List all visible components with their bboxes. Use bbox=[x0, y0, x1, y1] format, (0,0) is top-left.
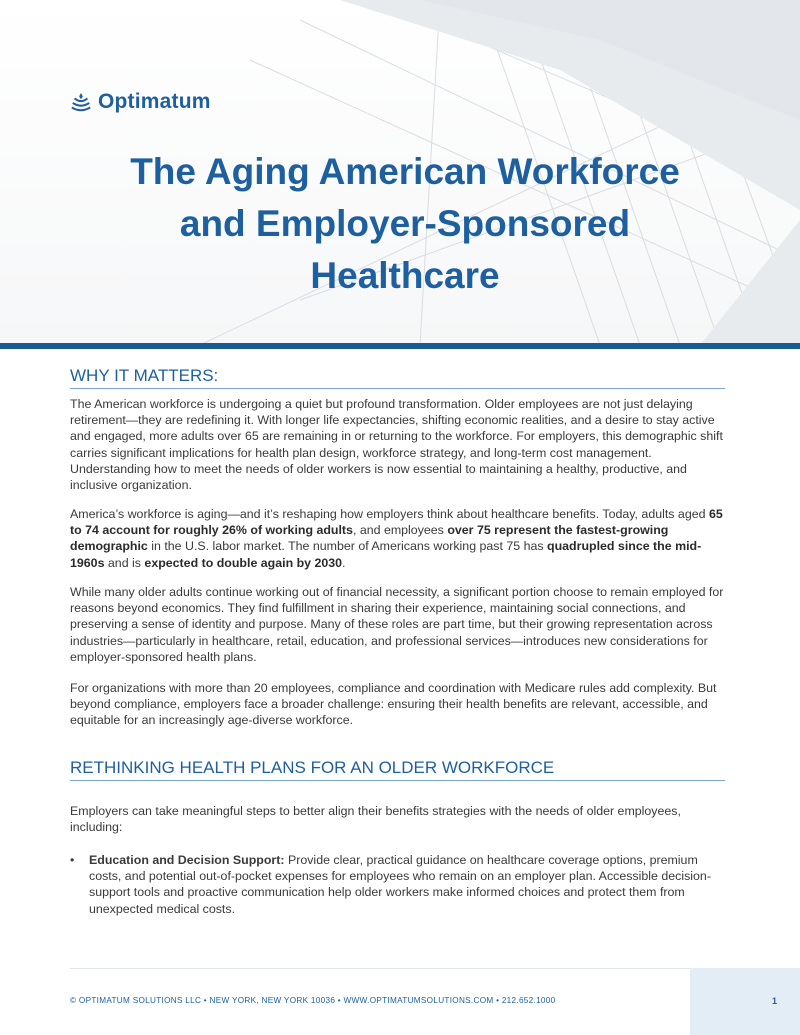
brand-logo bbox=[70, 90, 211, 114]
bold-stat-65-74: 65 to 74 account for roughly 26% of working adults bbox=[70, 507, 723, 538]
paragraph-intro: The American workforce is undergoing a quiet but profound transformation. Older employees are not just delaying retirement—they are redefining it. With longer life expectancies, shifting economic realities, and a desire to stay active and engaged, more adults over 65 are remaining in or returning to the workforce. For employers, this demographic shift carries significant implications for health plan design, workforce strategy, and long-term cost management. Understanding how to meet the needs of older workers is now essential to maintaining a healthy, productive, and inclusive organization. bbox=[70, 397, 723, 493]
brand-name: Optimatum bbox=[98, 90, 211, 113]
paragraph-motivations: While many older adults continue working out of financial necessity, a significant portion choose to remain employed for reasons beyond economics. They find fulfillment in sharing their experience, maintaining social connections, and preserving a sense of identity and purpose. Many of these roles are part time, but their growing representation across industries—particularly in healthcare, retail, education, and professional services—introduces new considerations for employer-sponsored health plans. bbox=[70, 585, 724, 664]
optimatum-logo-icon bbox=[70, 91, 92, 113]
bullet-text bbox=[89, 852, 730, 917]
paragraph-compliance: For organizations with more than 20 employees, compliance and coordination with Medicare rules add complexity. But beyond compliance, employers face a broader challenge: ensuring their health benefits are relevant, accessible, and equitable for an increasingly age-diverse workforce. bbox=[70, 681, 717, 728]
footer-contact: © OPTIMATUM SOLUTIONS LLC • NEW YORK, NEW YORK 10036 • WWW.OPTIMATUMSOLUTIONS.COM • 212.652.1000 bbox=[70, 996, 556, 1005]
paragraph-rethinking-intro: Employers can take meaningful steps to better align their benefits strategies with the needs of older employees, including: bbox=[70, 804, 681, 835]
title-line-3: Healthcare bbox=[310, 255, 500, 296]
hero-banner bbox=[0, 0, 800, 345]
title-line-1: The Aging American Workforce bbox=[130, 151, 680, 192]
title-line-2: and Employer-Sponsored bbox=[179, 203, 631, 244]
bold-stat-over-75: over 75 represent the fastest-growing demographic bbox=[70, 523, 669, 554]
bullet-description: Provide clear, practical guidance on healthcare coverage options, premium costs, and potential out-of-pocket expenses for employees who remain on an employer plan. Accessible decision-support tools and proactive communication help older workers make informed choices and protect them from unexpected medical costs. bbox=[89, 853, 711, 916]
bold-stat-quadrupled: quadrupled since the mid-1960s bbox=[70, 539, 702, 570]
list-item bbox=[70, 852, 730, 917]
page-number: 1 bbox=[772, 996, 778, 1006]
section-heading-why-it-matters: WHY IT MATTERS: bbox=[70, 366, 725, 389]
bold-stat-double-2030: expected to double again by 2030 bbox=[144, 555, 343, 570]
text-run: , and employees bbox=[352, 523, 448, 538]
hero-divider bbox=[0, 343, 800, 349]
footer-page-box bbox=[690, 968, 800, 1035]
text-run: . bbox=[342, 555, 346, 570]
bullet-lead: Education and Decision Support: bbox=[89, 853, 285, 867]
section-heading-rethinking: RETHINKING HEALTH PLANS FOR AN OLDER WORKFORCE bbox=[70, 758, 725, 781]
text-run: America’s workforce is aging—and it’s reshaping how employers think about healthcare benefits. Today, adults aged bbox=[70, 507, 709, 521]
footer-divider bbox=[70, 968, 690, 969]
text-run: in the U.S. labor market. The number of Americans working past 75 has bbox=[147, 539, 548, 554]
paragraph-aging-stats bbox=[70, 506, 725, 571]
bullet-marker: • bbox=[70, 853, 75, 867]
text-run: and is bbox=[104, 555, 145, 570]
page-title bbox=[60, 146, 750, 302]
